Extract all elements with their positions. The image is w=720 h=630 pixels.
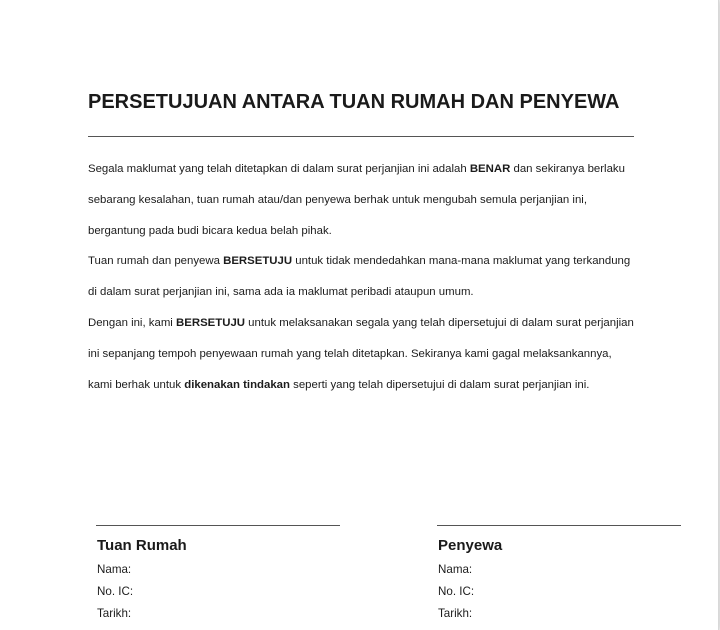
tenant-heading: Penyewa bbox=[438, 537, 503, 554]
landlord-signature-line bbox=[96, 525, 340, 526]
bold-text-run: BERSETUJU bbox=[176, 317, 246, 329]
landlord-ic-label: No. IC: bbox=[97, 585, 134, 598]
bold-text-run: BENAR bbox=[469, 163, 511, 175]
tenant-signature-line bbox=[437, 525, 681, 526]
tenant-date-label: Tarikh: bbox=[438, 607, 473, 620]
text-run: Tuan rumah dan penyewa bbox=[88, 255, 224, 267]
text-run: Dengan ini, kami bbox=[88, 317, 177, 329]
tenant-name-label: Nama: bbox=[438, 563, 473, 576]
paragraph-accuracy bbox=[88, 154, 634, 247]
landlord-heading: Tuan Rumah bbox=[97, 537, 187, 554]
text-run: seperti yang telah dipersetujui di dalam surat perjanjian ini. bbox=[289, 379, 590, 391]
bold-text-run: dikenakan tindakan bbox=[184, 379, 290, 391]
landlord-name-label: Nama: bbox=[97, 563, 132, 576]
tenant-ic-label: No. IC: bbox=[438, 585, 475, 598]
text-run: untuk tidak mendedahkan mana-mana maklumat yang terkandung di dalam surat perjanjian ini, sama ada ia maklumat peribadi ataupun umum. bbox=[88, 255, 631, 298]
text-run: untuk melaksanakan segala yang telah dipersetujui di dalam surat perjanjian ini sepanjang tempoh penyewaan rumah yang telah ditetapkan. Sekiranya kami gagal melaksankannya, kami berhak untuk bbox=[88, 317, 634, 391]
text-run: dan sekiranya berlaku sebarang kesalahan, tuan rumah atau/dan penyewa berhak untuk mengubah semula perjanjian ini, bergantung pada budi bicara kedua belah pihak. bbox=[88, 163, 625, 237]
document-title: PERSETUJUAN ANTARA TUAN RUMAH DAN PENYEWA bbox=[88, 91, 620, 113]
bold-text-run: BERSETUJU bbox=[223, 255, 293, 267]
paragraph-agreement bbox=[88, 308, 634, 401]
tenant-signature-block bbox=[438, 535, 678, 625]
landlord-signature-block bbox=[97, 535, 337, 625]
paragraph-confidentiality bbox=[88, 246, 634, 308]
text-run: Segala maklumat yang telah ditetapkan di dalam surat perjanjian ini adalah bbox=[88, 163, 470, 175]
landlord-date-label: Tarikh: bbox=[97, 607, 132, 620]
title-underline bbox=[88, 136, 634, 137]
